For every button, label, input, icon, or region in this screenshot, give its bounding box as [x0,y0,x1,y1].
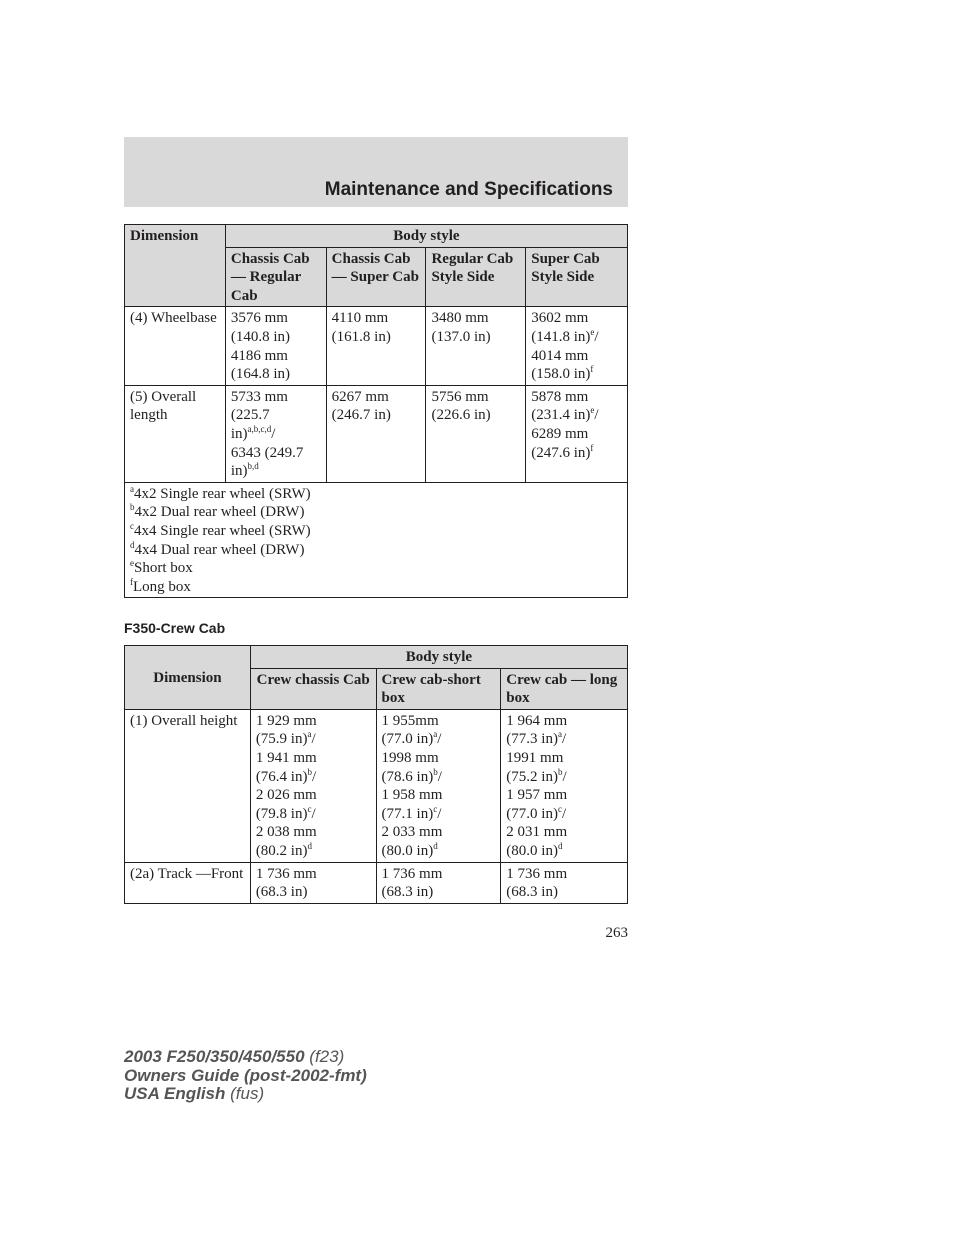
spec-cell [501,862,628,903]
spec-line: (68.3 in) [381,884,434,901]
spec-line: 4186 mm [230,347,288,364]
spec-line: (226.6 in) [431,407,491,424]
spec-line: (78.6 in)$^b$/ [381,766,442,785]
footnote: $^b$4x2 Dual rear wheel (DRW) [130,502,305,521]
spec-line: (77.3 in)$^a$/ [506,729,567,748]
specs-table-dimensions [124,224,628,598]
spec-line: (77.0 in)$^a$/ [381,729,442,748]
spec-line: 6267 mm [331,388,389,405]
spec-line: 3480 mm [431,310,489,327]
spec-line: (75.2 in)$^b$/ [506,766,567,785]
spec-cell [250,709,376,862]
column-header: Chassis Cab — Regular Cab [225,247,326,307]
table-row [125,307,628,385]
spec-cell [526,307,628,385]
spec-line: 2 038 mm [255,824,317,841]
footnote: $^c$4x4 Single rear wheel (SRW) [130,520,311,539]
footnotes [125,482,628,598]
dimension-header: Dimension [125,225,226,307]
spec-line: 5756 mm [431,388,489,405]
row-label: (2a) Track —Front [125,862,251,903]
spec-line: (77.0 in)$^c$/ [506,803,567,822]
spec-line: 5878 mm [531,388,589,405]
spec-line: 1 964 mm [506,712,568,729]
table-header-row [125,646,628,669]
dimension-header: Dimension [125,646,251,710]
spec-line: (68.3 in) [255,884,308,901]
body-style-header: Body style [250,646,627,669]
spec-line: (79.8 in)$^c$/ [255,803,316,822]
footer-line: 2003 F250/350/450/550 (f23) [124,1047,345,1066]
spec-line: 4110 mm [331,310,389,327]
spec-line: 6289 mm [531,425,589,442]
spec-line: (141.8 in)$^e$/ [531,326,599,345]
table-row [125,385,628,482]
spec-cell [326,307,426,385]
spec-line: in)$^{a,b,c,d}$/ [230,423,276,442]
spec-line: 2 026 mm [255,787,317,804]
spec-line: 1 929 mm [255,712,317,729]
spec-cell [426,385,526,482]
spec-line: 1 941 mm [255,749,317,766]
spec-line: (246.7 in) [331,407,391,424]
table-header-row [125,225,628,248]
table-row [125,709,628,862]
spec-line: 1 958 mm [381,787,443,804]
spec-line: (75.9 in)$^a$/ [255,729,316,748]
spec-line: 1 736 mm [506,865,568,882]
spec-line: (68.3 in) [506,884,558,901]
spec-line: (164.8 in) [230,366,291,383]
row-label: (5) Overall length [125,385,226,482]
footnote: $^f$Long box [130,576,191,595]
document-footer [124,1048,367,1104]
column-header: Regular Cab Style Side [426,247,526,307]
column-header: Super Cab Style Side [526,247,628,307]
footnotes-row [125,482,628,598]
spec-cell [376,709,501,862]
column-header: Chassis Cab — Super Cab [326,247,426,307]
spec-line: 6343 (249.7 [230,444,304,461]
spec-line: (140.8 in) [230,328,291,345]
column-header: Crew chassis Cab [250,668,376,709]
spec-line: (161.8 in) [331,328,391,345]
header-bar [124,137,628,207]
spec-cell [426,307,526,385]
spec-cell [376,862,501,903]
spec-line: 2 033 mm [381,824,443,841]
spec-line: 1 736 mm [381,865,443,882]
spec-cell [326,385,426,482]
specs-table-crew-cab [124,645,628,904]
row-label: (4) Wheelbase [125,307,226,385]
spec-line: 1 736 mm [255,865,317,882]
page-number: 263 [605,925,628,941]
spec-line: (77.1 in)$^c$/ [381,803,442,822]
spec-line: 1998 mm [381,749,439,766]
spec-line: (225.7 [230,407,270,424]
footnote: $^d$4x4 Dual rear wheel (DRW) [130,539,305,558]
spec-line: (76.4 in)$^b$/ [255,766,317,785]
spec-line: 4014 mm [531,347,589,364]
spec-line: (80.2 in)$^d$ [255,840,312,859]
spec-cell [225,307,326,385]
spec-cell [501,709,628,862]
spec-line: (137.0 in) [431,328,491,345]
page-title: Maintenance and Specifications [324,179,613,200]
column-header: Crew cab — long box [501,668,628,709]
body-style-header: Body style [225,225,627,248]
spec-line: 2 031 mm [506,824,568,841]
spec-cell [250,862,376,903]
spec-line: 5733 mm [230,388,288,405]
spec-line: 1 957 mm [506,787,568,804]
spec-line: 1991 mm [506,749,564,766]
spec-line: 3576 mm [230,310,288,327]
section-title: F350-Crew Cab [124,620,226,636]
spec-cell [225,385,326,482]
spec-line: (247.6 in)$^f$ [531,442,594,461]
row-label: (1) Overall height [125,709,251,862]
column-header: Crew cab-short box [376,668,501,709]
spec-line: (158.0 in)$^f$ [531,364,594,383]
spec-line: 3602 mm [531,310,589,327]
spec-line: (80.0 in)$^d$ [506,840,563,859]
spec-line: 1 955mm [381,712,439,729]
footnote: $^e$Short box [130,558,193,577]
footnote: $^a$4x2 Single rear wheel (SRW) [130,483,311,502]
spec-line: (80.0 in)$^d$ [381,840,438,859]
spec-line: (231.4 in)$^e$/ [531,405,599,424]
footer-line: Owners Guide (post-2002-fmt) [124,1065,367,1085]
spec-cell [526,385,628,482]
footer-line: USA English (fus) [124,1084,265,1103]
table-row [125,862,628,903]
spec-line: in)$^{b,d}$ [230,461,259,480]
